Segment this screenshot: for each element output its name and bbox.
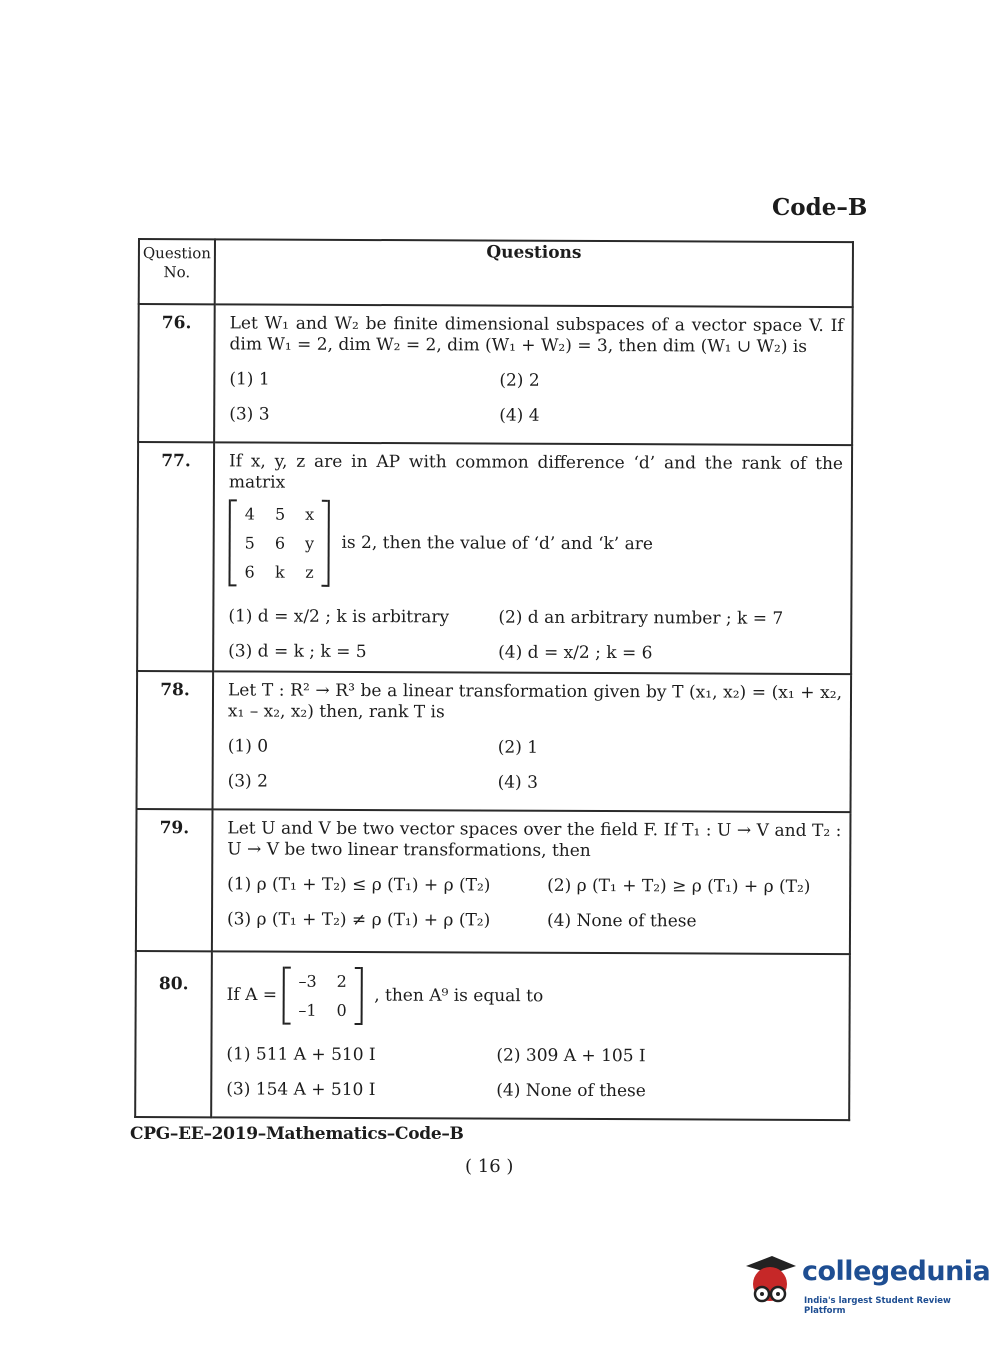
question-number: 78.: [137, 671, 214, 809]
option-1: (1) ρ (T₁ + T₂) ≤ ρ (T₁) + ρ (T₂): [227, 874, 491, 896]
matrix-cell: 2: [336, 971, 347, 991]
student-mascot-icon: [742, 1252, 798, 1312]
matrix: [228, 499, 330, 586]
option-4: (4) None of these: [496, 1080, 646, 1102]
question-table: [134, 238, 854, 1121]
options-grid: [226, 1044, 840, 1103]
matrix: [282, 967, 363, 1025]
question-row: [135, 951, 850, 1120]
matrix-cell: –1: [298, 1000, 317, 1020]
matrix-cell: k: [274, 562, 285, 582]
question-stem-continued: is 2, then the value of ‘d’ and ‘k’ are: [341, 532, 653, 555]
option-3: (3) 154 A + 510 I: [226, 1079, 376, 1101]
option-3: (3) d = k ; k = 5: [228, 641, 367, 663]
col-header-qno: Question No.: [139, 239, 215, 304]
matrix-cell: 5: [274, 504, 286, 524]
option-1: (1) 0: [227, 736, 269, 757]
option-3: (3) 3: [229, 404, 270, 425]
question-row: [136, 809, 851, 954]
option-3: (3) ρ (T₁ + T₂) ≠ ρ (T₁) + ρ (T₂): [226, 909, 491, 931]
paper-code: Code–B: [772, 194, 868, 221]
matrix-cell: x: [305, 504, 315, 524]
option-4: (4) d = x/2 ; k = 6: [498, 642, 653, 664]
watermark-logo: [742, 1250, 991, 1318]
brand-tagline: India's largest Student Review Platform: [804, 1296, 951, 1316]
option-4: (4) 4: [499, 405, 540, 426]
matrix-cell: y: [305, 533, 315, 553]
option-1: (1) 511 A + 510 I: [226, 1044, 376, 1066]
question-number: 77.: [137, 442, 214, 671]
option-4: (4) 3: [497, 772, 538, 793]
option-2: (2) ρ (T₁ + T₂) ≥ ρ (T₁) + ρ (T₂): [547, 875, 811, 897]
option-1: (1) d = x/2 ; k is arbitrary: [228, 606, 450, 628]
question-stem: If x, y, z are in AP with common difference ‘d’ and the rank of the matrix: [228, 451, 844, 493]
options-grid: [229, 369, 843, 428]
options-grid: [228, 606, 842, 665]
question-number: 79.: [136, 809, 213, 951]
options-grid: [228, 736, 842, 795]
col-header-questions: Questions: [215, 239, 853, 307]
question-stem: Let T : R² → R³ be a linear transformation given by T (x₁, x₂) = (x₁ + x₂, x₁ – x₂, x₂) then, rank T is: [227, 680, 843, 723]
question-number: 80.: [135, 951, 212, 1117]
option-2: (2) 1: [497, 737, 539, 758]
question-stem: Let W₁ and W₂ be finite dimensional subspaces of a vector space V. If dim W₁ = 2, dim W₂ = 2, dim (W₁ + W₂) = 3, then dim (W₁ ∪ W₂) is: [229, 313, 844, 357]
option-4: (4) None of these: [546, 910, 697, 932]
matrix-cell: –3: [298, 971, 317, 991]
page-number: ( 16 ): [465, 1156, 514, 1177]
matrix-cell: 4: [244, 504, 256, 524]
option-3: (3) 2: [227, 771, 268, 792]
question-stem: Let U and V be two vector spaces over the field F. If T₁ : U → V and T₂ : U → V be two linear transformations, then: [227, 818, 842, 861]
matrix-cell: 6: [274, 533, 286, 553]
brand-name: collegedunia: [802, 1256, 991, 1287]
table-header-row: [139, 239, 853, 307]
matrix-cell: 6: [244, 562, 255, 582]
question-number: 76.: [138, 304, 215, 442]
question-row: [137, 442, 852, 674]
matrix-cell: z: [305, 562, 314, 582]
question-stem: If A =: [226, 984, 278, 1006]
option-2: (2) d an arbitrary number ; k = 7: [498, 607, 784, 629]
matrix-cell: 5: [244, 533, 255, 553]
option-2: (2) 309 A + 105 I: [496, 1045, 646, 1067]
question-row: [137, 671, 852, 812]
question-row: [138, 304, 853, 445]
options-grid: [227, 874, 841, 933]
exam-code-footer: CPG–EE–2019–Mathematics–Code–B: [130, 1124, 464, 1144]
question-stem-continued: , then A⁹ is equal to: [374, 985, 544, 1007]
option-2: (2) 2: [499, 370, 540, 391]
matrix-cell: 0: [336, 1000, 347, 1020]
option-1: (1) 1: [229, 369, 270, 390]
